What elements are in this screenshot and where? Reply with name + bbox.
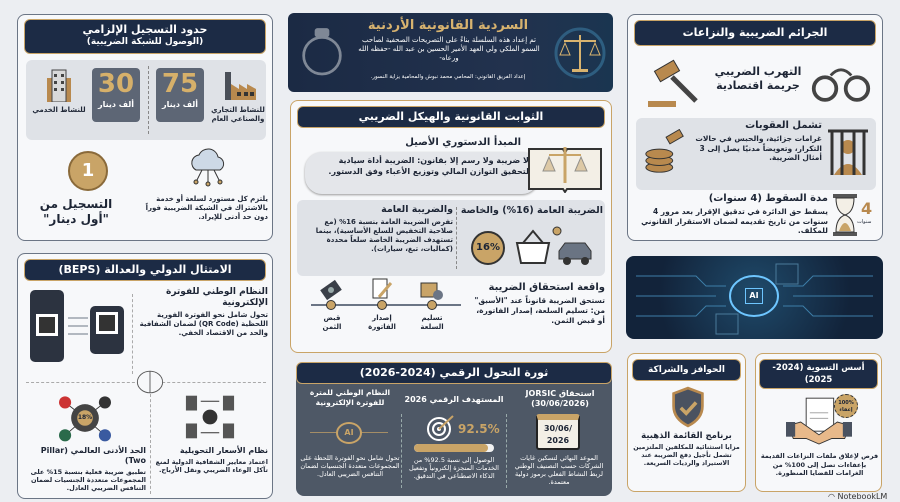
crimes-card [627,14,883,241]
golden-list-title: برنامج القائمة الذهبية [641,431,732,441]
target-text: الوصول إلى نسبة 92.5% من الخدمات المنجزة إلكترونياً وتفعيل الذكاء الاصطناعي في التدقيق. [409,456,499,480]
target-value: 92.5% [458,422,500,436]
calendar-icon: 30/06/ 2026 [536,414,580,450]
target-icon [426,414,456,442]
accrual-text: تستحق الضريبة قانوناً عند "الأسبق" من: تسليم السلعة، إصدار الفاتورة، أو قبض الثمن. [474,296,605,325]
transfer-text: اعتماد معايير الشفافية الدولية لمنع تآكل الوعاء الضريبي ونقل الأرباح. [155,458,268,474]
accrual-block [467,282,605,326]
ai-banner [626,256,883,339]
registration-title: حدود التسجيل الإلزامي [82,23,208,36]
timeline-dot [326,300,336,310]
einvoice-block [138,287,268,338]
timeline-dot [427,300,437,310]
handcuffs-icon [810,59,872,105]
pillar-text: تطبيق ضريبة فعلية بنسبة 15% على المجموعات متعددة الجنسيات لضمان التنافس الضريبي العادل. [30,468,146,492]
general-block [301,204,453,254]
einvoice-text: تحول شامل نحو الفوترة الفورية اللحظية (QR Code) لضمان الشفافية والحد من الاقتصاد الخفي. [139,311,268,337]
importer-text: يلتزم كل مستورد لسلعة أو خدمة بالاشتراك في الشبكة الضريبية فوراً دون حد أدنى للإيراد. [145,195,268,221]
sales-title: الضريبة العامة (16%) والخاصة [460,205,603,216]
jorsic-title: استحقاق JORSIC (30/06/2026) [525,389,595,408]
building-icon [44,66,74,102]
stat-30 [92,68,140,122]
vat-divider [456,207,457,269]
evasion-text: التهرب الضريبي جريمة اقتصادية [714,65,802,92]
hourglass-icon [832,193,858,237]
general-text: تفرض الضريبة العامة بنسبة 16% (مع صلاحية التخفيض للسلع الأساسية)، بينما تستهدف الضريبة الخاصة سلعاً محددة (كماليات، تبغ، سيارات). [315,218,453,253]
jorsic-text: الموعد النهائي لتسكين غايات الشركات حسب التصنيف الوطني لربط النشاط الفعلي برموز دولية معتمدة. [514,454,604,486]
golden-list-block [631,431,742,468]
golden-list-text: مزايا استثنائية للمكلفين الملتزمين تشمل تأجيل دفع الضريبة عند الاستيراد والرديات السريعة. [633,444,740,467]
digital-divider [401,414,402,488]
vat-badge: 16% [471,231,505,265]
pillar-title: الحد الأدنى العالمي (Pillar Two) [40,446,146,465]
constants-card [290,100,612,353]
stat-unit: ألف دينار [161,100,199,109]
beps-divider-v [132,294,133,374]
digital-card [296,362,612,496]
limitation-block [638,193,828,236]
registration-card [17,14,273,241]
penalties-text: غرامات جزائية، والحبس في حالات التكرار، وتعويضاً مدنيًا يصل إلى 3 أمثال الضريبة. [695,134,822,162]
banner-text: تم إعداد هذه السلسلة بناءً على التصريحات الصحفية لصاحب السمو الملكي ولي العهد الأمير الحسين بن عبد الله -حفظه الله ورعاه- [358,36,540,62]
banner-credit: إعداد الفريق القانوني: المحامي محمد نبوش والمحامية يزاية النسور. [370,74,526,80]
timeline-step-invoice: إصدار الفاتورة [368,314,396,331]
beps-title: الامتثال الدولي والعدالة (BEPS) [24,259,266,281]
banner-title: السردية القانونية الأردنية [367,18,529,33]
digital-title: ثورة التحول الرقمي (2024-2026) [296,362,612,384]
beps-card [17,253,273,499]
exemption-stamp: 100% إعفاء [834,394,858,418]
basket-car-icon [513,225,603,269]
ai-invoice-text: تحول شامل نحو الفوترة اللحظة على المجموعات متعددة الجنسيات لضمان التنافس الضريبي العادل. [300,454,400,478]
timeline-step-payment: قبض الثمن [322,314,342,331]
law-book-icon [525,141,605,193]
einvoice-title: النظام الوطني للفوترة الإلكترونية [166,287,268,308]
general-title: والضريبة العامة [381,204,453,215]
incentives-card [627,353,746,492]
registration-header [24,19,266,54]
watermark-text: NotebookLM [837,492,888,501]
scales-icon [552,25,608,81]
stat-value: 75 [161,69,199,99]
transfer-block [154,446,268,474]
jail-icon [826,127,870,177]
limitation-title: مدة السقوط (4 سنوات) [708,193,828,204]
pillar-badge: 18% [77,414,93,421]
transfer-title: نظام الأسعار التحويلية [179,446,268,455]
jordan-emblem-icon [300,23,344,81]
target-title: المستهدف الرقمي 2026 [404,395,504,404]
shield-check-icon [670,386,706,428]
notebooklm-watermark [828,492,887,501]
penalties-title: تشمل العقوبات [745,120,822,131]
settlement-card [755,353,882,492]
constants-title: الثوابت القانونية والهيكل الضريبي [297,106,605,128]
coin-icon: 1 [68,151,108,191]
notebooklm-logo-icon: ◠ [828,492,838,501]
timeline-step-delivery: تسليم السلعة [420,314,444,331]
coin-label [24,197,128,227]
cloud-network-icon [186,148,230,188]
box-check-icon [419,279,445,301]
cash-icon [319,279,343,301]
brain-icon [128,364,172,400]
stats-panel [26,60,266,140]
crimes-title: الجرائم الضريبية والنزاعات [634,20,876,46]
stat-label-commercial: للنشاط التجاري والصناعي العام [211,106,265,123]
gavel-icon [642,57,704,111]
phone-qr-icon [28,288,128,366]
ai-chip-icon: AI [336,422,362,444]
accrual-title: واقعة استحقاق الضريبة [488,282,605,293]
hourglass-unit: سنوات [857,219,872,225]
stat-label-service: للنشاط الخدمي [32,106,86,114]
beps-divider-v [150,394,151,494]
transfer-pricing-icon [182,392,238,442]
timeline-dot [377,300,387,310]
coin-label-1: التسجيل من [39,197,113,211]
factory-icon [222,68,258,102]
title-banner [288,13,613,92]
pillar-block [24,446,146,492]
principle-text: لا ضريبة ولا رسم إلا بقانون: الضريبة أداة سيادية لتحقيق التوازن المالي وتوزيع الأعباء وفق الدستور. [328,156,529,176]
invoice-pen-icon [371,277,393,301]
target-progress-fill [414,444,488,452]
incentives-title: الحوافز والشراكة [632,359,741,381]
settlement-title: أسس التسوية (2024-2025) [759,359,878,389]
hourglass-number: 4 [861,199,873,218]
ai-label: AI [745,288,763,304]
penalties-block [694,120,822,163]
limitation-text: يسقط حق الدائرة في تدقيق الإقرار بعد مرور 4 سنوات من تاريخ تقديمه لضمان الاستقرار القانوني للمكلف. [641,207,828,235]
digital-divider [506,414,507,488]
settlement-text: فرص لإغلاق ملفات النزاعات القديمة بإعفاءات تصل إلى 100% من الغرامات للقضايا المنظورة. [760,452,879,477]
stats-divider [148,66,149,134]
registration-subtitle: (الوصول للشبكة الضريبية) [86,37,204,47]
stat-75 [156,68,204,122]
coins-gavel-icon [642,129,690,177]
stat-unit: ألف دينار [97,100,135,109]
ai-invoice-title: النظام الوطني للمترة للفوترة الإلكترونية [309,388,391,407]
coin-label-2: "أول دينار" [43,212,109,226]
principle-title: المبدأ الدستوري الأصيل [405,137,521,148]
stat-value: 30 [97,69,135,99]
target-progress-bar [414,444,494,452]
